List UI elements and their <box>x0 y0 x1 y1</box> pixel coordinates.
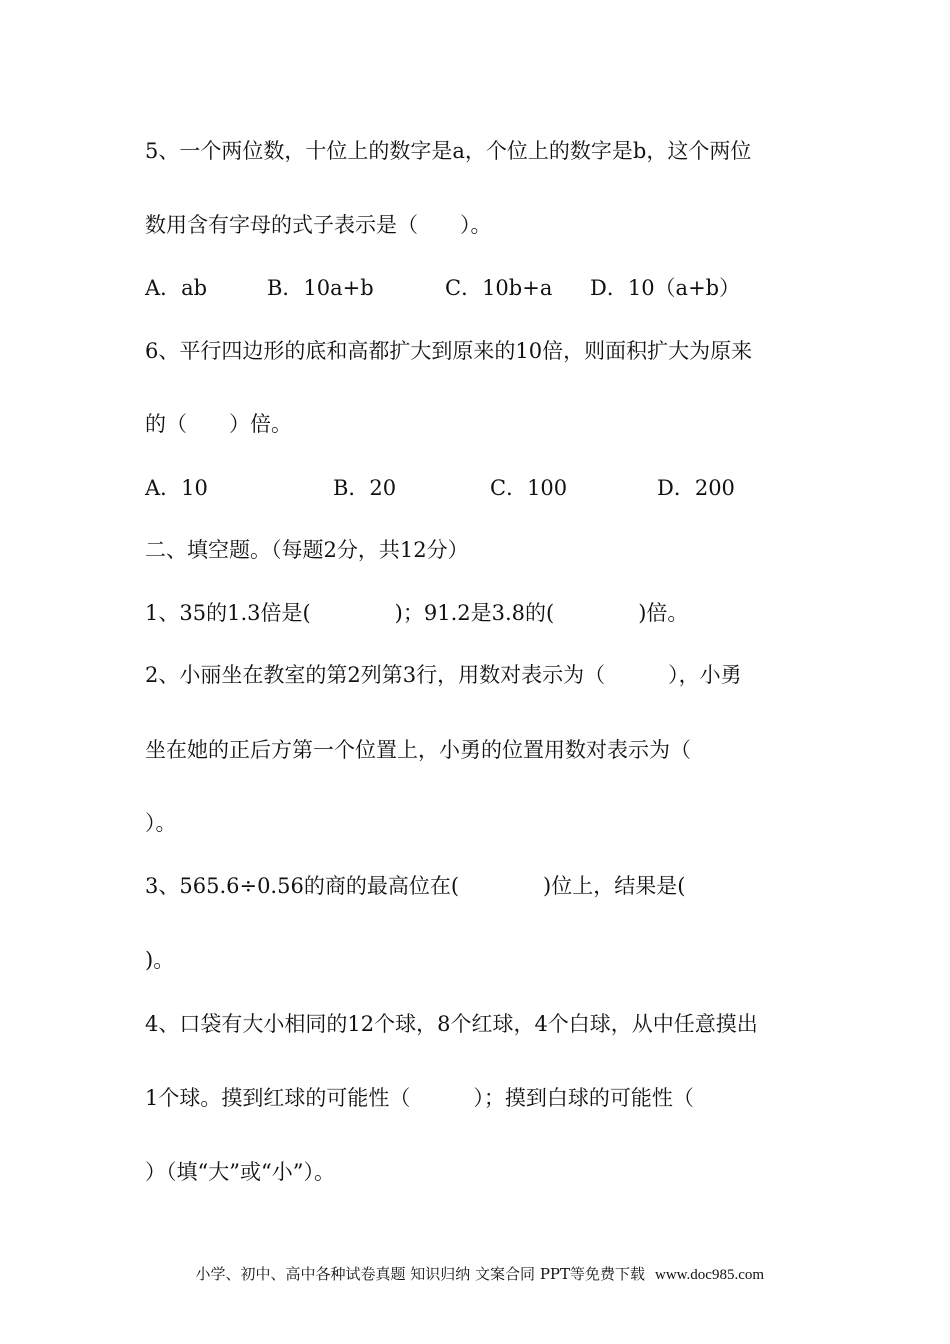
s2-q2-line1: 2、小丽坐在教室的第2列第3行，用数对表示为（ ），小勇 <box>145 663 742 687</box>
q6-option-b: B．20 <box>333 476 397 500</box>
q5-line2: 数用含有字母的式子表示是（ ）。 <box>145 213 492 237</box>
q6-option-d: D．200 <box>657 476 735 500</box>
s2-q4-line3: ）（填“大”或“小”）。 <box>145 1160 335 1184</box>
s2-q4-line2: 1个球。摸到红球的可能性（ ）；摸到白球的可能性（ <box>145 1086 694 1110</box>
q6-option-a: A．10 <box>145 476 208 500</box>
q5-option-a: A．ab <box>145 276 208 300</box>
q6-line2: 的（ ）倍。 <box>145 412 292 436</box>
s2-q1: 1、35的1.3倍是( )；91.2是3.8的( )倍。 <box>145 601 689 625</box>
q6-line1: 6、平行四边形的底和高都扩大到原来的10倍，则面积扩大为原来 <box>145 339 753 363</box>
q6-option-c: C．100 <box>490 476 568 500</box>
footer-text: 小学、初中、高中各种试卷真题 知识归纳 文案合同 PPT等免费下载 <box>195 1265 646 1283</box>
footer-site[interactable]: www.doc985.com <box>655 1267 765 1283</box>
section2-title: 二、填空题。（每题2分，共12分） <box>145 538 469 562</box>
s2-q2-line3: ）。 <box>145 811 177 835</box>
s2-q4-line1: 4、口袋有大小相同的12个球，8个红球，4个白球，从中任意摸出 <box>145 1012 758 1036</box>
q5-option-d: D．10（a+b） <box>590 276 741 300</box>
s2-q2-line2: 坐在她的正后方第一个位置上，小勇的位置用数对表示为（ <box>145 738 691 762</box>
q5-option-c: C．10b+a <box>445 276 553 300</box>
footer <box>0 1244 950 1285</box>
q5-line1: 5、一个两位数，十位上的数字是a，个位上的数字是b，这个两位 <box>145 139 752 163</box>
q5-option-b: B．10a+b <box>267 276 374 300</box>
s2-q3-line2: )。 <box>145 948 175 972</box>
s2-q3-line1: 3、565.6÷0.56的商的最高位在( )位上，结果是( <box>145 874 686 898</box>
